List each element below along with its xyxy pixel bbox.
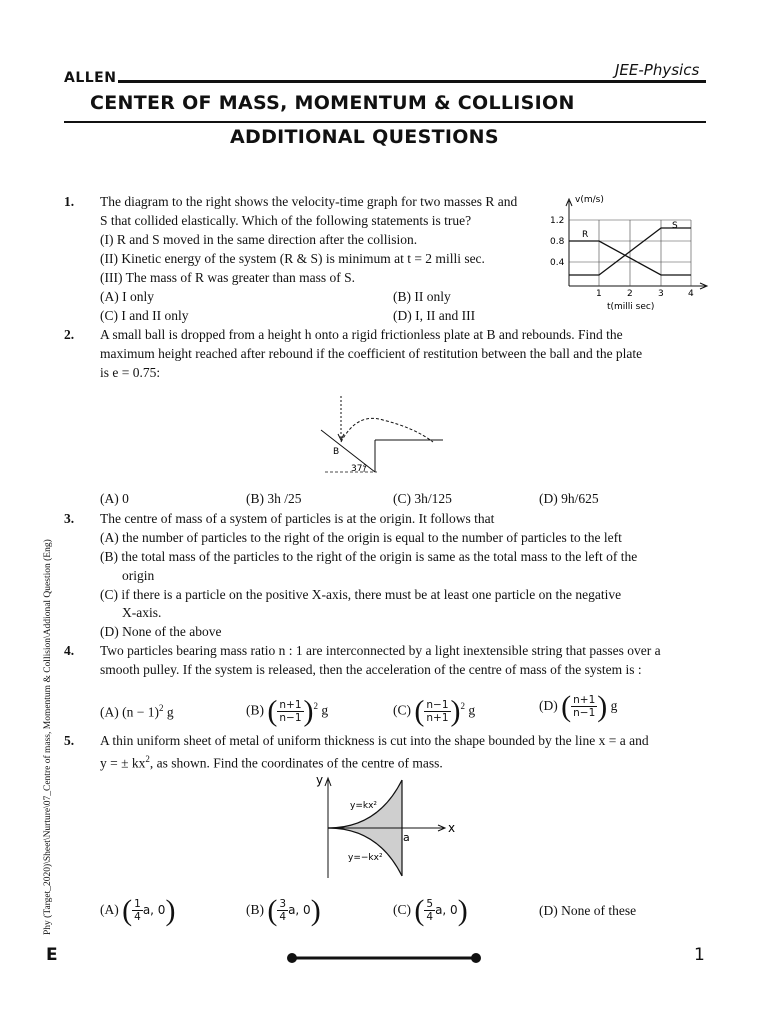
q1-number: 1. bbox=[64, 194, 75, 209]
q4-option-b-exp: 2 bbox=[313, 701, 319, 711]
q1-option-d[interactable]: (D) I, II and III bbox=[393, 308, 476, 323]
q4-option-d-frac: $\frac{n+1}{n-1}$ bbox=[573, 694, 596, 720]
q4-option-c[interactable]: (C) ( $\frac{n-1}{n+1}$ )$^2$ g bbox=[393, 694, 476, 728]
q5-option-a-tail: a, 0 bbox=[142, 903, 166, 917]
q5-option-b-label: (B) bbox=[246, 902, 264, 917]
q5-option-b-frac: $\frac{3}{4}$ bbox=[279, 898, 287, 924]
q4-option-b-g: g bbox=[321, 702, 329, 718]
q4-option-c-label: (C) bbox=[393, 702, 411, 718]
q3-number: 3. bbox=[64, 511, 75, 526]
q1-graph-xtick: 1 bbox=[596, 289, 602, 299]
header-rule bbox=[118, 80, 706, 83]
q4-line: Two particles bearing mass ratio n : 1 are interconnected by a light inextensible string that passes over a bbox=[100, 643, 661, 658]
q4-option-b-frac: $\frac{n+1}{n-1}$ bbox=[279, 698, 302, 724]
q4-option-c-g: g bbox=[468, 702, 476, 718]
q2-angle-label: 37° bbox=[351, 464, 367, 474]
q4-option-d[interactable]: (D) ( $\frac{n+1}{n-1}$ ) g bbox=[539, 689, 618, 723]
q3-line: The centre of mass of a system of particles is at the origin. It follows that bbox=[100, 511, 495, 526]
q5-line bbox=[100, 750, 443, 773]
q1-graph-ylabel: v(m/s) bbox=[575, 195, 604, 205]
q2-option-d[interactable]: (D) 9h/625 bbox=[539, 491, 599, 506]
q1-graph-label-r: R bbox=[582, 230, 589, 240]
q4-option-a[interactable] bbox=[100, 699, 174, 722]
q1-option-c[interactable]: (C) I and II only bbox=[100, 308, 189, 323]
q2-line: maximum height reached after rebound if the coefficient of restitution between the ball and the plate bbox=[100, 346, 643, 361]
sidebar-file-path: Phy (Target_2020)\Sheet\Nurture\07_Centre of mass, Momentum & Collision\Addional Question (Eng) bbox=[43, 539, 53, 935]
q4-option-c-frac: $\frac{n-1}{n+1}$ bbox=[426, 698, 449, 724]
q3-option-b[interactable]: (B) the total mass of the particles to the right of the origin is same as the total mass to the left of the bbox=[100, 549, 638, 564]
q1-graph-xtick: 4 bbox=[688, 289, 694, 299]
page-title: CENTER OF MASS, MOMENTUM & COLLISION bbox=[90, 92, 575, 114]
page-number: 1 bbox=[694, 945, 705, 965]
q1-graph-xlabel: t(milli sec) bbox=[607, 302, 655, 312]
q4-option-c-exp: 2 bbox=[460, 701, 466, 711]
q1-line: (II) Kinetic energy of the system (R & S) is minimum at t = 2 milli sec. bbox=[100, 251, 485, 266]
q1-line: (III) The mass of R was greater than mass of S. bbox=[100, 270, 356, 285]
q5-line: A thin uniform sheet of metal of uniform thickness is cut into the shape bounded by the line x = a and bbox=[100, 733, 649, 748]
q1-graph-ytick: 1.2 bbox=[550, 216, 565, 226]
q4-option-b[interactable]: (B) ( $\frac{n+1}{n-1}$ )$^2$ g bbox=[246, 694, 329, 728]
q5-line-post: , as shown. Find the coordinates of the centre of mass. bbox=[149, 755, 443, 771]
q4-option-d-g: g bbox=[610, 698, 618, 713]
q1-option-a[interactable]: (A) I only bbox=[100, 289, 154, 304]
q4-number: 4. bbox=[64, 643, 75, 658]
q2-option-b[interactable]: (B) 3h /25 bbox=[246, 491, 302, 506]
q3-option-c[interactable]: (C) if there is a particle on the positive X-axis, there must be at least one particle on the negative bbox=[100, 587, 622, 602]
q5-line-exp: 2 bbox=[145, 754, 150, 764]
q5-y-axis-label: y bbox=[316, 773, 324, 787]
q1-velocity-time-graph bbox=[545, 193, 715, 318]
footer-rule bbox=[284, 951, 484, 965]
q4-option-a-exp: 2 bbox=[158, 703, 164, 713]
q1-graph-xtick: 2 bbox=[627, 289, 633, 299]
q1-graph-label-s: S bbox=[672, 221, 678, 231]
q1-line: The diagram to the right shows the velocity-time graph for two masses R and bbox=[100, 194, 518, 209]
q4-option-d-label: (D) bbox=[539, 698, 558, 713]
q1-option-b[interactable]: (B) II only bbox=[393, 289, 451, 304]
q5-bottom-curve-label: y=−kx² bbox=[348, 853, 383, 863]
footer-left-letter: E bbox=[46, 945, 58, 965]
q5-option-a-frac: $\frac{1}{4}$ bbox=[134, 898, 141, 924]
q3-option-b-cont: origin bbox=[122, 568, 155, 583]
q4-option-a-g: g bbox=[163, 704, 174, 720]
q1-line: S that collided elastically. Which of the following statements is true? bbox=[100, 213, 472, 228]
q5-option-a[interactable]: (A) ( $\frac{1}{4}$ a, 0) bbox=[100, 893, 176, 927]
q1-graph-ytick: 0.4 bbox=[550, 258, 565, 268]
page-subtitle: ADDITIONAL QUESTIONS bbox=[230, 126, 499, 148]
q5-parabola-figure bbox=[310, 772, 470, 882]
q4-line: smooth pulley. If the system is released, then the acceleration of the centre of mass of the system is : bbox=[100, 662, 642, 677]
q2-incline-figure bbox=[315, 390, 445, 480]
q4-option-b-label: (B) bbox=[246, 702, 264, 718]
q5-option-c-label: (C) bbox=[393, 902, 411, 917]
q5-option-a-label: (A) bbox=[100, 902, 119, 917]
q2-line: is e = 0.75: bbox=[100, 365, 161, 380]
q5-option-c[interactable]: (C) ( $\frac{5}{4}$ a, 0) bbox=[393, 893, 468, 927]
q2-point-b-label: B bbox=[333, 447, 340, 457]
q3-option-c-cont: X-axis. bbox=[122, 605, 162, 620]
q1-line: (I) R and S moved in the same direction after the collision. bbox=[100, 232, 418, 247]
q5-a-label: a bbox=[403, 831, 410, 844]
q5-option-b-tail: a, 0 bbox=[288, 903, 311, 917]
q5-option-d[interactable]: (D) None of these bbox=[539, 903, 637, 918]
q4-option-a-text: (A) (n − 1) bbox=[100, 704, 159, 720]
q5-x-axis-label: x bbox=[448, 821, 456, 835]
q5-line-pre: y = ± kx bbox=[100, 755, 146, 771]
q5-option-c-tail: a, 0 bbox=[435, 903, 458, 917]
q3-option-a[interactable]: (A) the number of particles to the right of the origin is equal to the number of particles to the left bbox=[100, 530, 622, 545]
title-rule bbox=[64, 121, 706, 123]
q3-option-d[interactable]: (D) None of the above bbox=[100, 624, 222, 639]
brand-logo: ALLEN bbox=[64, 70, 117, 86]
q5-option-c-frac: $\frac{5}{4}$ bbox=[426, 898, 434, 924]
q2-option-a[interactable]: (A) 0 bbox=[100, 491, 129, 506]
q2-option-c[interactable]: (C) 3h/125 bbox=[393, 491, 452, 506]
q5-top-curve-label: y=kx² bbox=[350, 801, 378, 811]
subject-label: JEE-Physics bbox=[615, 61, 700, 79]
q5-number: 5. bbox=[64, 733, 75, 748]
q2-line: A small ball is dropped from a height h onto a rigid frictionless plate at B and rebounds. Find the bbox=[100, 327, 623, 342]
q1-graph-ytick: 0.8 bbox=[550, 237, 565, 247]
q2-number: 2. bbox=[64, 327, 75, 342]
q1-graph-xtick: 3 bbox=[658, 289, 664, 299]
q5-option-b[interactable]: (B) ( $\frac{3}{4}$ a, 0) bbox=[246, 893, 321, 927]
